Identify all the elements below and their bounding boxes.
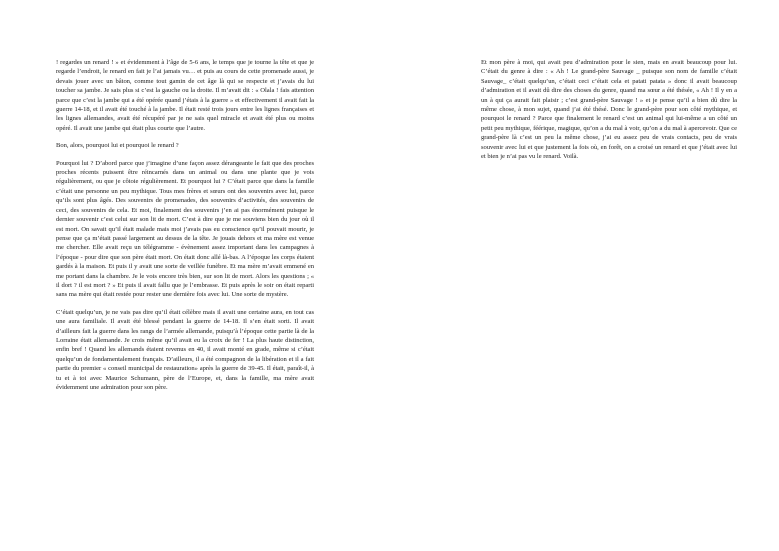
paragraph-spacer — [56, 133, 314, 141]
paragraph: Et mon père à moi, qui avait peu d’admiration pour le sien, mais en avait beaucoup pour lui. C’était du genre à dire : « Ah ! Le grand-père Sauvage _ puisque son nom de famille c’était Sauvage_ c’était quelqu’un, c’était ceci c’était cela et patati patata » donc il avait beaucoup d’admiration et il avait dû dire des choses du genre, quand ma sœur a été thésée, « Ah ! Il y en a un à qui ça aurait fait plaisir ; c’est grand-père Sauvage ! » et je pense qu’il a bien dû dire la même chose, à mon sujet, quand j’ai été thésé. Donc le grand-père pour son côté mythique, et pourquoi le renard ? Parce que finalement le renard c’est un animal qui lui-même a un côté un petit peu mythique, féérique, magique, qu’on a du mal à voir, qu’on a du mal à apercevoir. Que ce grand-père là c’est un peu la même chose, j’ai eu assez peu de vrais contacts, peu de vrais souvenir avec lui et que justement la fois où, en forêt, on a croisé un renard et que j’était avec lui et bien je n’ai pas vu le renard. Voilà. — [481, 59, 737, 161]
paragraph: Bon, alors, pourquoi lui et pourquoi le renard ? — [56, 142, 179, 150]
left-page — [56, 58, 314, 392]
paragraph: Pourquoi lui ? D’abord parce que j’imagine d’une façon assez dérangeante le fait que des proches proches récents puissent être réincarnés dans un animal ou dans une plante que je vois régulièrement, ou que je côtoie régulièrement. Et pourquoi lui ? C’était parce que dans la famille c’était une personne un peu mythique. Tous mes frères et sœurs ont des souvenirs avec lui, parce qu’ils sont plus âgés. Des souvenirs de promenades, des souvenirs d’activités, des souvenirs de ceci, des souvenirs de cela. Et moi, finalement des souvenirs j’en ai pas énormément puisque le dernier souvenir c’est celui sur son lit de mort. C’est à dire que je me souviens bien du jour où il est mort. On savait qu’il était malade mais moi j’avais pas eu conscience qu’il pouvait mourir, je pense que ça m’était passé largement au dessus de la tête. Je jouais dehors et ma mère est venue me chercher. Elle avait reçu un télégramme - évènement assez important dans les campagnes à l’époque - pour dire que son père était mort. On était donc allé là-bas. A l’époque les corps étaient gardés à la maison. Et puis il y avait une sorte de veillée funèbre. Et ma mère m’avait emmené en me portant dans la chambre. Je le vois encore très bien, sur son lit de mort. Alors les questions ; « il dort ? il est mort ? » Et puis il avait fallu que je l’embrasse. Et puis après le soir on était reparti sans ma mère qui était restée pour rester une dernière fois avec lui. Une sorte de mystère. — [56, 159, 314, 299]
paragraph-spacer — [56, 300, 314, 308]
paragraph: C’était quelqu’un, je ne vais pas dire qu’il était célèbre mais il avait une certaine aura, en tout cas une aura familiale. Il avait été blessé pendant la guerre de 14-18. Il s’en était sorti. Il avait d’ailleurs fait la guerre dans les rangs de l’armée allemande, puisqu’à l’époque cette partie là de la Lorraine était allemande. Je crois même qu’il avait eu la croix de fer ! La plus haute distinction, enfin bref ! Quand les allemands étaient revenus en 40, il avait monté en grade, même si c’était quelqu’un de fondamentalement français. D’ailleurs, il a été compagnon de la libération et il a fait partie du premier « conseil municipal de restauration» après la guerre de 39-45. Il était, paraît-il, à tu et à toi avec Maurice Schumann, père de l’Europe, et, dans la famille, ma mère avait évidemment une admiration pour son père. — [56, 308, 314, 391]
paragraph-spacer — [56, 151, 314, 159]
paragraph: ! regardes un renard ! » et évidemment à l’âge de 5-6 ans, le temps que je tourne la tête et que je regarde l’endroit, le renard en fait je l’ai jamais vu… et puis au cours de cette promenade aussi, je devais jouer avec un bâton, comme tout gamin de cet âge là qui se respecte et j’avais du lui toucher sa jambe. Je sais plus si c’est la gauche ou la droite. Il m’avait dit : « Olala ! fais attention parce que c’est la jambe qui a été opérée quand j’étais à la guerre » et effectivement il avait fait la guerre 14-18, et il avait été touché à la jambe. Il était resté trois jours entre les lignes françaises et les lignes allemandes, avait été récupéré par je ne sais quel miracle et avait été plus ou moins opéré. Il avait une jambe qui était plus courte que l’autre. — [56, 59, 314, 132]
right-page — [481, 58, 737, 161]
